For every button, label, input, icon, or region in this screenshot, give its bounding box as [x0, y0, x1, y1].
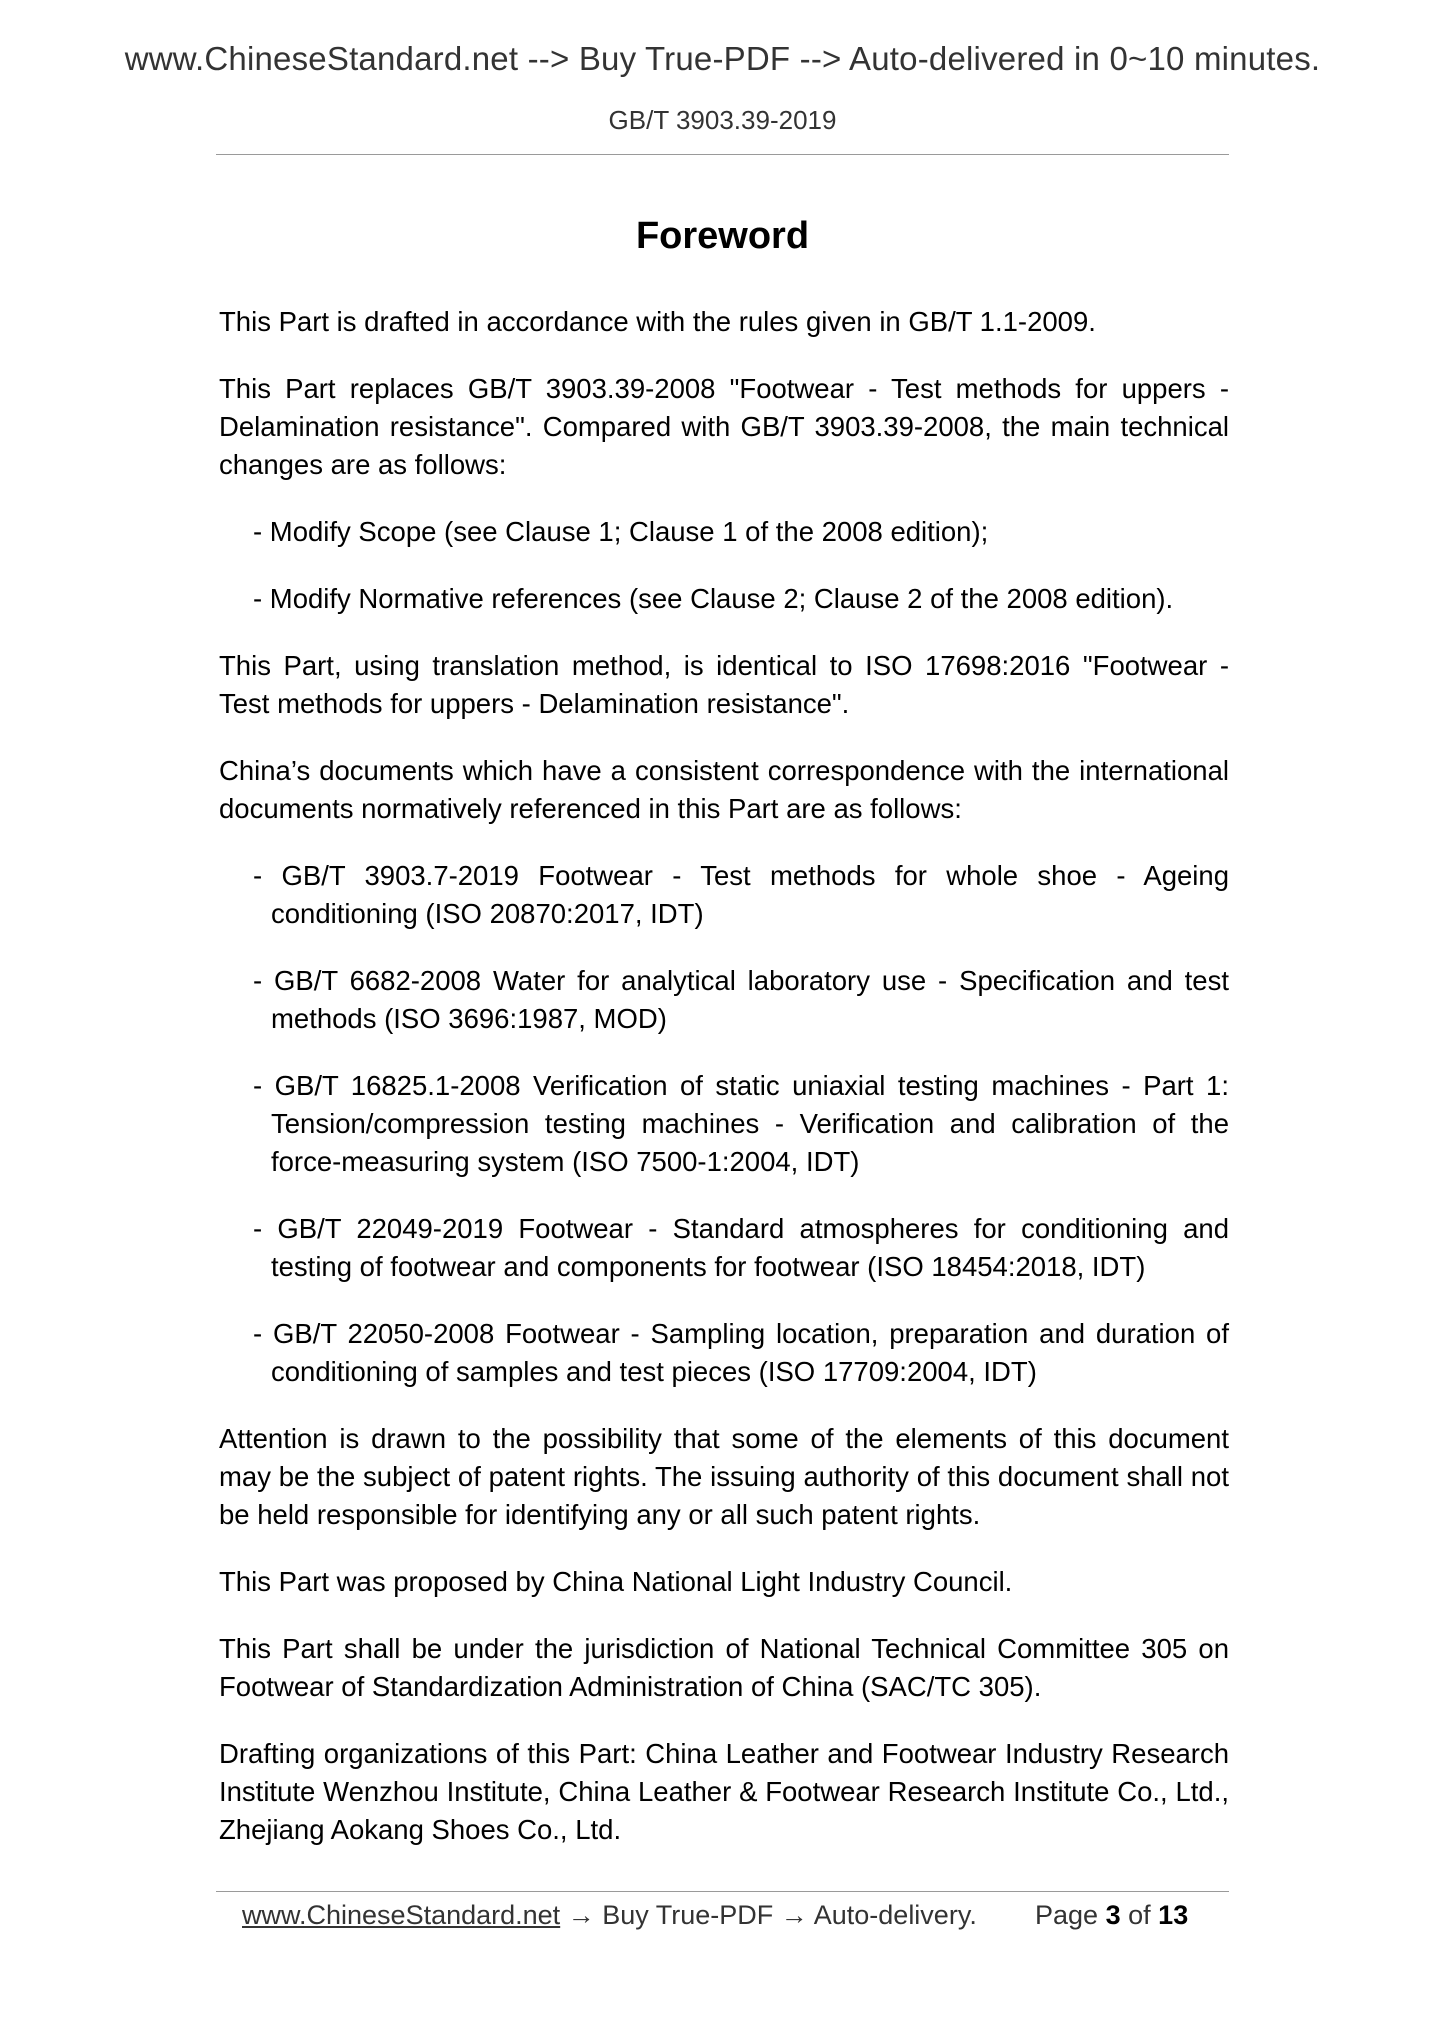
reference-item: - GB/T 6682-2008 Water for analytical laboratory use - Specification and test methods (ISO 3696:1987, MOD)	[253, 965, 1229, 1034]
page-current: 3	[1105, 1900, 1121, 1930]
paragraph-proposed-by: This Part was proposed by China National Light Industry Council.	[219, 1566, 1013, 1597]
page-total: 13	[1158, 1900, 1189, 1930]
change-item-scope: - Modify Scope (see Clause 1; Clause 1 of the 2008 edition);	[253, 516, 989, 547]
paragraph-drafting-rules: This Part is drafted in accordance with the rules given in GB/T 1.1-2009.	[219, 306, 1096, 337]
reference-item: - GB/T 22050-2008 Footwear - Sampling location, preparation and duration of conditioning of samples and test pieces (ISO 17709:2004, IDT)	[253, 1318, 1229, 1387]
page-title: Foreword	[635, 215, 810, 257]
header-divider	[216, 154, 1229, 155]
foreword-body	[219, 303, 1229, 1878]
standard-code: GB/T 3903.39-2019	[608, 105, 837, 135]
paragraph-replaces: This Part replaces GB/T 3903.39-2008 "Footwear - Test methods for uppers - Delamination resistance". Compared with GB/T 3903.39-2008, the main technical changes are as follows:	[219, 373, 1229, 480]
page-footer	[242, 1900, 1212, 1931]
reference-item: - GB/T 22049-2019 Footwear - Standard atmospheres for conditioning and testing of footwear and components for footwear (ISO 18454:2018, IDT)	[253, 1213, 1229, 1282]
paragraph-drafting-organizations: Drafting organizations of this Part: China Leather and Footwear Industry Research Institute Wenzhou Institute, China Leather & Footwear Research Institute Co., Ltd., Zhejiang Aokang Shoes Co., Ltd.	[219, 1738, 1229, 1845]
top-banner: www.ChineseStandard.net --> Buy True-PDF --> Auto-delivered in 0~10 minutes.	[124, 40, 1321, 77]
footer-divider	[216, 1891, 1229, 1892]
reference-item: - GB/T 16825.1-2008 Verification of static uniaxial testing machines - Part 1: Tension/compression testing machines - Verification and calibration of the force-measuring system (ISO 7500-1:2004, IDT)	[253, 1070, 1229, 1177]
reference-item: - GB/T 3903.7-2019 Footwear - Test methods for whole shoe - Ageing conditioning (ISO 20870:2017, IDT)	[253, 860, 1229, 929]
paragraph-patent-notice: Attention is drawn to the possibility that some of the elements of this document may be the subject of patent rights. The issuing authority of this document shall not be held responsible for identifying any or all such patent rights.	[219, 1423, 1229, 1530]
page-indicator	[1035, 1900, 1188, 1931]
footer-tagline: → Buy True-PDF → Auto-delivery.	[560, 1900, 977, 1930]
paragraph-translation-method: This Part, using translation method, is identical to ISO 17698:2016 "Footwear - Test methods for uppers - Delamination resistance".	[219, 650, 1229, 719]
change-item-normative-references: - Modify Normative references (see Clause 2; Clause 2 of the 2008 edition).	[253, 583, 1174, 614]
paragraph-jurisdiction: This Part shall be under the jurisdiction of National Technical Committee 305 on Footwear of Standardization Administration of China (SAC/TC 305).	[219, 1633, 1229, 1702]
footer-site-link[interactable]: www.ChineseStandard.net	[242, 1900, 561, 1930]
page-of: of	[1128, 1900, 1151, 1930]
page-label: Page	[1035, 1900, 1099, 1930]
paragraph-correspondence: China’s documents which have a consistent correspondence with the international documents normatively referenced in this Part are as follows:	[219, 755, 1229, 824]
